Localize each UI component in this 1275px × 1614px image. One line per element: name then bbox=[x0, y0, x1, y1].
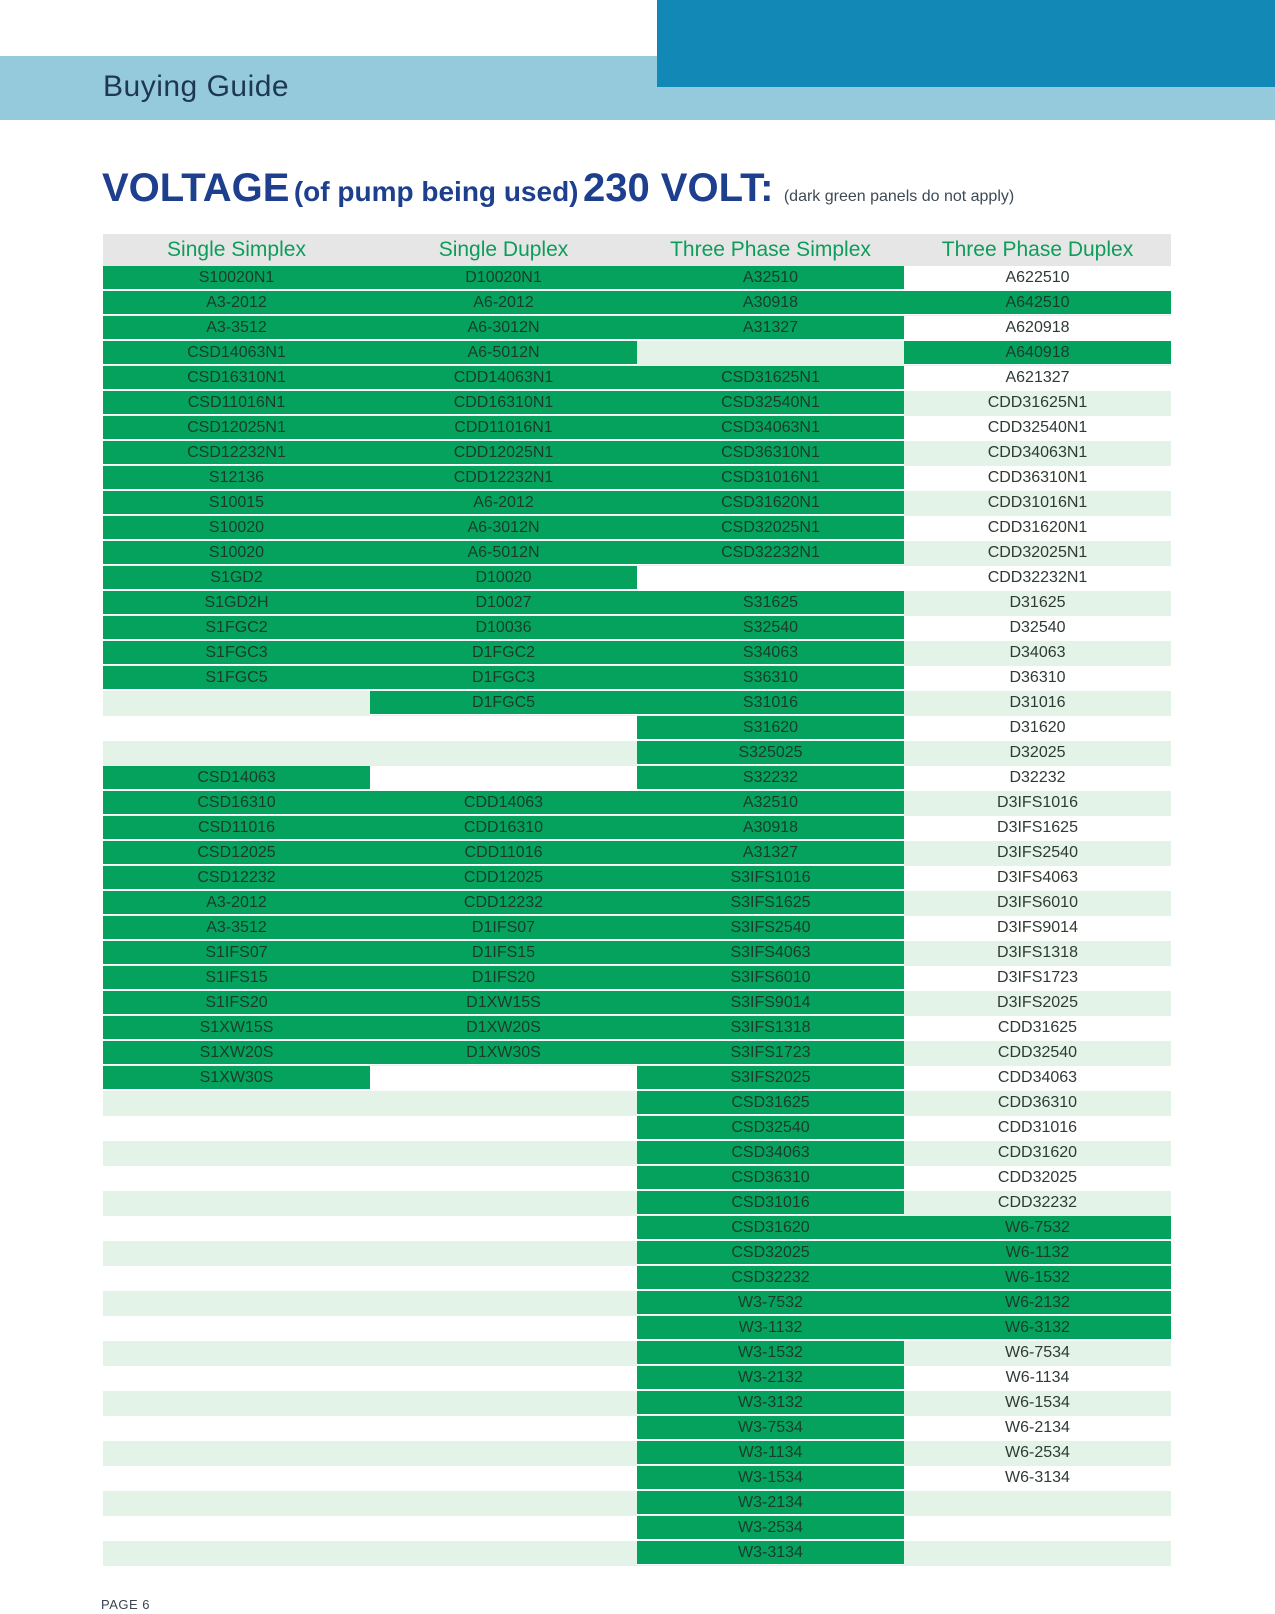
table-row bbox=[103, 691, 1171, 716]
table-cell-three-phase-duplex: CDD32232 bbox=[997, 1194, 1078, 1211]
table-cell-three-phase-simplex: S32540 bbox=[637, 616, 904, 640]
table-cell-three-phase-duplex: CDD32540 bbox=[997, 1044, 1078, 1061]
table-cell-single-simplex bbox=[103, 1241, 370, 1265]
table-cell-three-phase-duplex: W6-7534 bbox=[1005, 1344, 1070, 1361]
table-cell-single-duplex bbox=[370, 1191, 637, 1215]
table-cell-single-simplex bbox=[103, 691, 370, 715]
table-row bbox=[103, 1266, 1171, 1291]
table-cell-single-duplex: D1FGC2 bbox=[370, 641, 637, 665]
table-cell-three-phase-duplex bbox=[904, 1516, 1171, 1540]
table-row bbox=[103, 1016, 1171, 1041]
table-cell-three-phase-duplex: W6-2534 bbox=[1005, 1444, 1070, 1461]
table-cell-single-duplex bbox=[370, 766, 637, 790]
table-cell-three-phase-simplex: CSD31016N1 bbox=[637, 466, 904, 490]
table-cell-single-simplex: S1IFS15 bbox=[103, 966, 370, 990]
table-cell-single-duplex bbox=[370, 1441, 637, 1465]
table-cell-three-phase-duplex: CDD36310 bbox=[997, 1094, 1078, 1111]
table-cell-three-phase-simplex: W3-3134 bbox=[637, 1541, 904, 1565]
table-cell-three-phase-duplex: D3IFS1016 bbox=[997, 794, 1078, 811]
table-row bbox=[103, 1116, 1171, 1141]
page-heading bbox=[102, 166, 1014, 211]
table-row bbox=[103, 1366, 1171, 1391]
table-row bbox=[103, 766, 1171, 791]
table-cell-single-simplex: S1XW30S bbox=[103, 1066, 370, 1090]
table-row bbox=[103, 1141, 1171, 1166]
table-cell-single-simplex: S1FGC2 bbox=[103, 616, 370, 640]
table-cell-three-phase-simplex: S31625 bbox=[637, 591, 904, 615]
table-row bbox=[103, 566, 1171, 591]
table-cell-three-phase-simplex: S3IFS2025 bbox=[637, 1066, 904, 1090]
table-cell-three-phase-simplex: CSD31625 bbox=[637, 1091, 904, 1115]
table-row bbox=[103, 516, 1171, 541]
table-row bbox=[103, 841, 1171, 866]
table-cell-three-phase-simplex: S3IFS9014 bbox=[637, 991, 904, 1015]
table-cell-three-phase-duplex: D32025 bbox=[1009, 744, 1066, 761]
table-cell-three-phase-simplex: CSD34063N1 bbox=[637, 416, 904, 440]
table-cell-three-phase-duplex: W6-1134 bbox=[1005, 1369, 1070, 1386]
table-cell-three-phase-simplex: W3-1132 bbox=[637, 1316, 904, 1340]
table-cell-single-simplex: S1FGC5 bbox=[103, 666, 370, 690]
table-cell-single-simplex: CSD12232 bbox=[103, 866, 370, 890]
table-cell-single-simplex: S10020 bbox=[103, 516, 370, 540]
table-cell-three-phase-simplex: S31016 bbox=[637, 691, 904, 715]
table-cell-three-phase-simplex: A30918 bbox=[637, 291, 904, 315]
table-cell-single-duplex: A6-3012N bbox=[370, 316, 637, 340]
table-row bbox=[103, 291, 1171, 316]
table-cell-three-phase-simplex: S3IFS1723 bbox=[637, 1041, 904, 1065]
table-cell-three-phase-duplex: D31625 bbox=[1009, 594, 1066, 611]
table-cell-single-simplex bbox=[103, 741, 370, 765]
table-cell-single-simplex bbox=[103, 1216, 370, 1240]
table-cell-three-phase-duplex: W6-1132 bbox=[904, 1241, 1171, 1265]
table-cell-single-duplex: D1FGC3 bbox=[370, 666, 637, 690]
table-cell-three-phase-simplex: A32510 bbox=[637, 266, 904, 290]
table-cell-single-simplex bbox=[103, 716, 370, 740]
table-cell-three-phase-simplex bbox=[637, 566, 904, 590]
table-cell-three-phase-duplex: W6-1534 bbox=[1005, 1394, 1070, 1411]
table-cell-single-duplex: D1XW20S bbox=[370, 1016, 637, 1040]
table-row bbox=[103, 991, 1171, 1016]
table-cell-three-phase-duplex: W6-2132 bbox=[904, 1291, 1171, 1315]
table-row bbox=[103, 1416, 1171, 1441]
table-row bbox=[103, 591, 1171, 616]
table-row bbox=[103, 466, 1171, 491]
table-cell-single-duplex bbox=[370, 741, 637, 765]
table-cell-three-phase-duplex bbox=[904, 1491, 1171, 1515]
table-cell-three-phase-duplex: A621327 bbox=[1005, 369, 1070, 386]
table-cell-single-simplex bbox=[103, 1366, 370, 1390]
table-cell-single-simplex bbox=[103, 1141, 370, 1165]
table-cell-single-simplex: S1IFS07 bbox=[103, 941, 370, 965]
table-cell-three-phase-duplex: CDD32232N1 bbox=[987, 569, 1088, 586]
table-cell-single-simplex bbox=[103, 1266, 370, 1290]
table-row bbox=[103, 1391, 1171, 1416]
table-cell-single-duplex: D1FGC5 bbox=[370, 691, 637, 715]
table-cell-single-simplex: A3-2012 bbox=[103, 291, 370, 315]
table-row bbox=[103, 266, 1171, 291]
table-cell-single-duplex bbox=[370, 1241, 637, 1265]
table-cell-single-duplex: A6-5012N bbox=[370, 341, 637, 365]
table-cell-three-phase-simplex: CSD36310 bbox=[637, 1166, 904, 1190]
table-cell-single-duplex: CDD12232 bbox=[370, 891, 637, 915]
table-cell-single-duplex bbox=[370, 1216, 637, 1240]
table-cell-three-phase-duplex: A622510 bbox=[1005, 269, 1070, 286]
table-cell-three-phase-duplex: D3IFS1318 bbox=[997, 944, 1078, 961]
table-cell-three-phase-simplex: CSD32232 bbox=[637, 1266, 904, 1290]
table-cell-single-duplex: D1XW15S bbox=[370, 991, 637, 1015]
table-cell-single-duplex bbox=[370, 1091, 637, 1115]
table-cell-three-phase-simplex: S32232 bbox=[637, 766, 904, 790]
table-cell-single-simplex: CSD14063N1 bbox=[103, 341, 370, 365]
table-cell-single-simplex: CSD14063 bbox=[103, 766, 370, 790]
table-cell-single-simplex bbox=[103, 1466, 370, 1490]
table-cell-three-phase-simplex: S3IFS2540 bbox=[637, 916, 904, 940]
table-row bbox=[103, 1216, 1171, 1241]
table-row bbox=[103, 341, 1171, 366]
table-row bbox=[103, 916, 1171, 941]
header-accent-block bbox=[657, 0, 1275, 87]
table-row bbox=[103, 966, 1171, 991]
table-cell-three-phase-duplex: D31620 bbox=[1009, 719, 1066, 736]
table-cell-single-duplex bbox=[370, 1366, 637, 1390]
table-row bbox=[103, 1466, 1171, 1491]
table-cell-three-phase-duplex: CDD31625 bbox=[997, 1019, 1078, 1036]
table-cell-single-duplex: D10027 bbox=[370, 591, 637, 615]
table-cell-single-duplex: CDD14063 bbox=[370, 791, 637, 815]
table-cell-single-simplex: CSD16310N1 bbox=[103, 366, 370, 390]
table-cell-three-phase-simplex: A32510 bbox=[637, 791, 904, 815]
table-cell-three-phase-duplex: CDD31016N1 bbox=[987, 494, 1088, 511]
table-cell-single-duplex: A6-2012 bbox=[370, 291, 637, 315]
table-cell-three-phase-simplex: CSD31016 bbox=[637, 1191, 904, 1215]
table-cell-single-simplex bbox=[103, 1516, 370, 1540]
table-row bbox=[103, 1316, 1171, 1341]
table-cell-three-phase-duplex: D3IFS1625 bbox=[997, 819, 1078, 836]
table-cell-three-phase-duplex: D3IFS2025 bbox=[997, 994, 1078, 1011]
table-row bbox=[103, 791, 1171, 816]
table-cell-single-duplex: CDD12025N1 bbox=[370, 441, 637, 465]
table-cell-three-phase-simplex: A30918 bbox=[637, 816, 904, 840]
table-row bbox=[103, 1516, 1171, 1541]
table-row bbox=[103, 1491, 1171, 1516]
table-cell-single-duplex bbox=[370, 1466, 637, 1490]
table-cell-single-duplex: D10020 bbox=[370, 566, 637, 590]
table-row bbox=[103, 1441, 1171, 1466]
column-header-single-simplex: Single Simplex bbox=[167, 238, 306, 261]
table-cell-three-phase-simplex: W3-7534 bbox=[637, 1416, 904, 1440]
table-cell-three-phase-duplex: CDD32025N1 bbox=[987, 544, 1088, 561]
table-row bbox=[103, 1091, 1171, 1116]
table-cell-single-duplex bbox=[370, 1166, 637, 1190]
table-cell-single-simplex: CSD11016 bbox=[103, 816, 370, 840]
table-row bbox=[103, 1066, 1171, 1091]
table-row bbox=[103, 641, 1171, 666]
table-cell-single-simplex bbox=[103, 1416, 370, 1440]
table-row bbox=[103, 441, 1171, 466]
table-cell-three-phase-duplex: CDD36310N1 bbox=[987, 469, 1088, 486]
table-cell-three-phase-simplex: A31327 bbox=[637, 841, 904, 865]
table-cell-three-phase-duplex: D36310 bbox=[1009, 669, 1066, 686]
table-cell-three-phase-duplex bbox=[904, 1541, 1171, 1565]
table-cell-single-duplex bbox=[370, 1341, 637, 1365]
table-cell-single-duplex bbox=[370, 1116, 637, 1140]
table-cell-three-phase-duplex: D3IFS4063 bbox=[997, 869, 1078, 886]
table-cell-three-phase-simplex: S34063 bbox=[637, 641, 904, 665]
table-cell-single-duplex bbox=[370, 1316, 637, 1340]
table-cell-three-phase-simplex: CSD32540N1 bbox=[637, 391, 904, 415]
table-cell-single-simplex bbox=[103, 1341, 370, 1365]
table-row bbox=[103, 891, 1171, 916]
table-cell-single-duplex bbox=[370, 1141, 637, 1165]
table-row bbox=[103, 1191, 1171, 1216]
table-cell-single-simplex bbox=[103, 1291, 370, 1315]
table-cell-three-phase-simplex: S3IFS1625 bbox=[637, 891, 904, 915]
table-cell-three-phase-simplex: CSD31620 bbox=[637, 1216, 904, 1240]
table-cell-three-phase-simplex: CSD32025N1 bbox=[637, 516, 904, 540]
table-cell-single-simplex bbox=[103, 1491, 370, 1515]
table-row bbox=[103, 316, 1171, 341]
table-cell-single-duplex: CDD12232N1 bbox=[370, 466, 637, 490]
table-cell-single-simplex: A3-3512 bbox=[103, 316, 370, 340]
table-body bbox=[103, 266, 1171, 1566]
table-cell-single-duplex bbox=[370, 1491, 637, 1515]
pump-model-table bbox=[103, 234, 1171, 1566]
table-cell-single-simplex: S1XW15S bbox=[103, 1016, 370, 1040]
table-cell-single-duplex bbox=[370, 1516, 637, 1540]
table-cell-single-simplex: S10020N1 bbox=[103, 266, 370, 290]
table-cell-single-duplex: CDD16310N1 bbox=[370, 391, 637, 415]
table-cell-single-simplex: S1GD2 bbox=[103, 566, 370, 590]
table-cell-single-simplex: S12136 bbox=[103, 466, 370, 490]
table-cell-single-duplex: A6-3012N bbox=[370, 516, 637, 540]
table-row bbox=[103, 1541, 1171, 1566]
table-cell-three-phase-duplex: CDD31016 bbox=[997, 1119, 1078, 1136]
table-cell-three-phase-simplex: W3-2534 bbox=[637, 1516, 904, 1540]
table-cell-three-phase-simplex: CSD32232N1 bbox=[637, 541, 904, 565]
table-cell-single-duplex bbox=[370, 1066, 637, 1090]
table-cell-single-simplex: A3-2012 bbox=[103, 891, 370, 915]
table-cell-three-phase-duplex: CDD31620N1 bbox=[987, 519, 1088, 536]
table-cell-three-phase-simplex: CSD31620N1 bbox=[637, 491, 904, 515]
table-cell-single-simplex bbox=[103, 1116, 370, 1140]
table-cell-three-phase-duplex: D3IFS9014 bbox=[997, 919, 1078, 936]
table-cell-three-phase-duplex: D32232 bbox=[1009, 769, 1066, 786]
table-row bbox=[103, 741, 1171, 766]
table-row bbox=[103, 941, 1171, 966]
table-cell-three-phase-simplex: S36310 bbox=[637, 666, 904, 690]
table-cell-three-phase-simplex: W3-2132 bbox=[637, 1366, 904, 1390]
table-cell-single-simplex bbox=[103, 1166, 370, 1190]
table-cell-single-simplex bbox=[103, 1316, 370, 1340]
column-header-three-phase-simplex: Three Phase Simplex bbox=[670, 238, 871, 261]
table-cell-three-phase-simplex: CSD36310N1 bbox=[637, 441, 904, 465]
table-cell-single-duplex: D1IFS07 bbox=[370, 916, 637, 940]
table-cell-three-phase-duplex: CDD32540N1 bbox=[987, 419, 1088, 436]
table-cell-single-duplex: D1XW30S bbox=[370, 1041, 637, 1065]
table-cell-single-simplex: S10020 bbox=[103, 541, 370, 565]
table-cell-single-duplex bbox=[370, 1416, 637, 1440]
table-cell-single-simplex bbox=[103, 1391, 370, 1415]
table-cell-three-phase-simplex: W3-1532 bbox=[637, 1341, 904, 1365]
table-cell-single-duplex: D1IFS20 bbox=[370, 966, 637, 990]
table-row bbox=[103, 1341, 1171, 1366]
table-cell-single-simplex: S1GD2H bbox=[103, 591, 370, 615]
table-cell-three-phase-simplex: W3-2134 bbox=[637, 1491, 904, 1515]
table-cell-single-simplex: CSD12025 bbox=[103, 841, 370, 865]
column-header-three-phase-duplex: Three Phase Duplex bbox=[941, 238, 1134, 261]
table-cell-three-phase-duplex: D32540 bbox=[1009, 619, 1066, 636]
table-cell-three-phase-duplex: A620918 bbox=[1005, 319, 1070, 336]
table-row bbox=[103, 1041, 1171, 1066]
table-cell-single-duplex: D10020N1 bbox=[370, 266, 637, 290]
table-cell-three-phase-duplex: W6-3134 bbox=[1005, 1469, 1070, 1486]
table-cell-single-simplex: CSD12232N1 bbox=[103, 441, 370, 465]
heading-voltage: VOLTAGE bbox=[102, 166, 290, 210]
table-cell-three-phase-duplex: CDD32025 bbox=[997, 1169, 1078, 1186]
table-cell-single-simplex: S1FGC3 bbox=[103, 641, 370, 665]
table-cell-single-duplex: A6-2012 bbox=[370, 491, 637, 515]
table-cell-three-phase-duplex: A640918 bbox=[904, 341, 1171, 365]
table-header-row bbox=[103, 234, 1171, 266]
table-cell-three-phase-simplex: S3IFS1016 bbox=[637, 866, 904, 890]
table-cell-single-simplex: CSD12025N1 bbox=[103, 416, 370, 440]
table-cell-single-simplex: CSD16310 bbox=[103, 791, 370, 815]
table-cell-three-phase-duplex: D3IFS2540 bbox=[997, 844, 1078, 861]
table-cell-single-duplex bbox=[370, 1541, 637, 1565]
table-cell-single-simplex: A3-3512 bbox=[103, 916, 370, 940]
table-row bbox=[103, 391, 1171, 416]
table-cell-three-phase-duplex: D3IFS6010 bbox=[997, 894, 1078, 911]
table-cell-three-phase-simplex: CSD31625N1 bbox=[637, 366, 904, 390]
table-cell-single-simplex: S1IFS20 bbox=[103, 991, 370, 1015]
table-row bbox=[103, 716, 1171, 741]
table-cell-three-phase-simplex: CSD32540 bbox=[637, 1116, 904, 1140]
table-cell-three-phase-duplex: W6-3132 bbox=[904, 1316, 1171, 1340]
table-row bbox=[103, 1291, 1171, 1316]
table-row bbox=[103, 366, 1171, 391]
table-cell-three-phase-simplex: CSD32025 bbox=[637, 1241, 904, 1265]
column-header-single-duplex: Single Duplex bbox=[438, 238, 569, 261]
table-cell-three-phase-simplex bbox=[637, 341, 904, 365]
table-cell-single-simplex: CSD11016N1 bbox=[103, 391, 370, 415]
table-row bbox=[103, 666, 1171, 691]
table-cell-three-phase-duplex: W6-2134 bbox=[1005, 1419, 1070, 1436]
table-cell-three-phase-simplex: S3IFS6010 bbox=[637, 966, 904, 990]
table-row bbox=[103, 1241, 1171, 1266]
table-cell-single-duplex: CDD16310 bbox=[370, 816, 637, 840]
heading-note: (dark green panels do not apply) bbox=[783, 188, 1015, 205]
table-cell-single-duplex bbox=[370, 716, 637, 740]
table-cell-three-phase-duplex: CDD34063N1 bbox=[987, 444, 1088, 461]
table-row bbox=[103, 491, 1171, 516]
section-title: Buying Guide bbox=[103, 70, 290, 103]
table-cell-single-duplex: CDD11016 bbox=[370, 841, 637, 865]
table-cell-single-duplex: CDD14063N1 bbox=[370, 366, 637, 390]
table-cell-three-phase-simplex: W3-1534 bbox=[637, 1466, 904, 1490]
table-cell-single-simplex bbox=[103, 1541, 370, 1565]
table-cell-three-phase-simplex: S3IFS4063 bbox=[637, 941, 904, 965]
table-row bbox=[103, 616, 1171, 641]
table-cell-single-duplex: D1IFS15 bbox=[370, 941, 637, 965]
table-cell-single-simplex bbox=[103, 1191, 370, 1215]
table-cell-three-phase-duplex: W6-1532 bbox=[904, 1266, 1171, 1290]
table-cell-three-phase-simplex: W3-1134 bbox=[637, 1441, 904, 1465]
table-cell-single-simplex: S1XW20S bbox=[103, 1041, 370, 1065]
table-cell-three-phase-simplex: W3-3132 bbox=[637, 1391, 904, 1415]
table-cell-three-phase-duplex: W6-7532 bbox=[904, 1216, 1171, 1240]
table-cell-single-duplex: A6-5012N bbox=[370, 541, 637, 565]
table-cell-three-phase-duplex: CDD31620 bbox=[997, 1144, 1078, 1161]
heading-subtitle: (of pump being used) bbox=[293, 176, 579, 207]
table-cell-single-duplex: D10036 bbox=[370, 616, 637, 640]
table-cell-single-duplex bbox=[370, 1266, 637, 1290]
table-cell-three-phase-simplex: W3-7532 bbox=[637, 1291, 904, 1315]
table-cell-three-phase-duplex: CDD34063 bbox=[997, 1069, 1078, 1086]
table-row bbox=[103, 416, 1171, 441]
page-number: PAGE 6 bbox=[101, 1597, 151, 1612]
table-cell-three-phase-duplex: D34063 bbox=[1009, 644, 1066, 661]
table-cell-single-simplex bbox=[103, 1091, 370, 1115]
heading-volt-value: 230 VOLT: bbox=[582, 166, 774, 210]
table-cell-single-duplex: CDD11016N1 bbox=[370, 416, 637, 440]
table-cell-single-simplex: S10015 bbox=[103, 491, 370, 515]
table-row bbox=[103, 541, 1171, 566]
table-cell-three-phase-duplex: D3IFS1723 bbox=[997, 969, 1078, 986]
table-cell-single-duplex bbox=[370, 1291, 637, 1315]
table-cell-three-phase-simplex: S3IFS1318 bbox=[637, 1016, 904, 1040]
table-cell-three-phase-simplex: S31620 bbox=[637, 716, 904, 740]
table-cell-three-phase-duplex: D31016 bbox=[1009, 694, 1066, 711]
table-cell-three-phase-simplex: S325025 bbox=[637, 741, 904, 765]
table-cell-three-phase-simplex: CSD34063 bbox=[637, 1141, 904, 1165]
table-row bbox=[103, 816, 1171, 841]
table-cell-single-duplex: CDD12025 bbox=[370, 866, 637, 890]
table-row bbox=[103, 1166, 1171, 1191]
table-row bbox=[103, 866, 1171, 891]
table-cell-three-phase-duplex: A642510 bbox=[904, 291, 1171, 315]
table-cell-single-duplex bbox=[370, 1391, 637, 1415]
table-cell-three-phase-duplex: CDD31625N1 bbox=[987, 394, 1088, 411]
table-cell-three-phase-simplex: A31327 bbox=[637, 316, 904, 340]
table-cell-single-simplex bbox=[103, 1441, 370, 1465]
